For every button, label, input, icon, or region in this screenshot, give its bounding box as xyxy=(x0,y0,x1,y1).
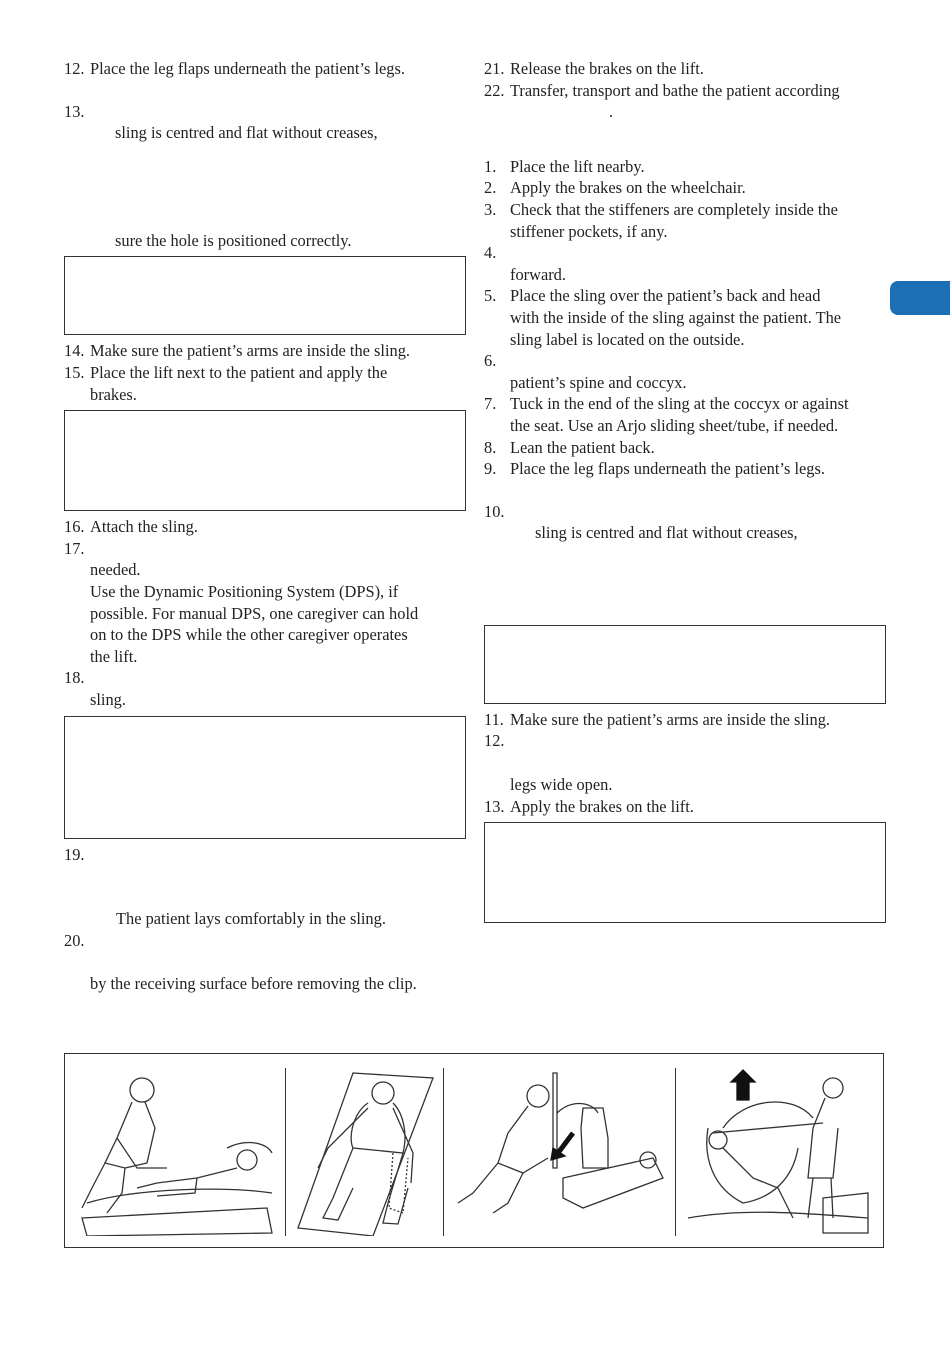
step-number: 12. xyxy=(484,731,505,751)
step-number: 22. xyxy=(484,80,505,100)
step-text: Attach the sling. xyxy=(90,517,198,537)
wheelchair-step-2 xyxy=(484,177,886,199)
step-number: 19. xyxy=(64,844,85,864)
step-text: sling is centred and flat without creases, xyxy=(115,123,378,143)
step-text: sling. xyxy=(90,689,126,709)
illustration-strip xyxy=(64,1053,884,1248)
step-number: 2. xyxy=(484,178,497,198)
step-text: Use the Dynamic Positioning System (DPS), if xyxy=(90,581,399,601)
wheelchair-step-9 xyxy=(484,458,886,480)
note-box xyxy=(64,716,466,839)
step-number: 5. xyxy=(484,286,497,306)
note-box xyxy=(484,625,886,704)
step-16 xyxy=(64,516,466,538)
step-14 xyxy=(64,340,466,362)
step-number: 6. xyxy=(484,351,497,371)
step-text: Release the brakes on the lift. xyxy=(510,59,704,78)
panel-divider xyxy=(285,1068,286,1236)
step-13 xyxy=(64,101,466,123)
wheelchair-step-4 xyxy=(484,242,886,264)
step-number: 11. xyxy=(484,709,504,729)
step-text: Check that the stiffeners are completely inside the xyxy=(510,199,838,219)
caregiver-positioning-sling-illustration xyxy=(77,1068,277,1236)
step-number: 18. xyxy=(64,668,85,688)
step-text: with the inside of the sling against the patient. The xyxy=(510,307,842,327)
step-number: 9. xyxy=(484,459,497,479)
step-text: sure the hole is positioned correctly. xyxy=(115,230,352,250)
step-text: brakes. xyxy=(90,384,137,404)
right-column xyxy=(484,58,886,923)
step-number: 13. xyxy=(64,101,85,121)
step-number: 3. xyxy=(484,199,497,219)
step-text: by the receiving surface before removing the clip. xyxy=(90,974,417,994)
step-number: 20. xyxy=(64,930,85,950)
step-number: 8. xyxy=(484,437,497,457)
step-text: sling label is located on the outside. xyxy=(510,329,745,349)
wheelchair-step-13 xyxy=(484,796,886,818)
step-text: The patient lays comfortably in the sling. xyxy=(116,909,386,929)
panel-divider xyxy=(443,1068,444,1236)
step-text: Make sure the patient’s arms are inside the sling. xyxy=(90,341,410,361)
step-text: needed. xyxy=(90,560,141,580)
step-text: Make sure the patient’s arms are inside the sling. xyxy=(510,709,830,729)
step-text: Place the leg flaps underneath the patient’s legs. xyxy=(510,459,825,479)
note-box xyxy=(64,256,466,335)
step-text: legs wide open. xyxy=(510,775,613,795)
step-number: 10. xyxy=(484,501,505,521)
step-20 xyxy=(64,930,466,952)
step-text: Transfer, transport and bathe the patient according xyxy=(510,80,840,100)
step-number: 4. xyxy=(484,243,497,263)
step-number: 17. xyxy=(64,538,85,558)
step-text: Place the lift next to the patient and apply the xyxy=(90,362,388,382)
step-22 xyxy=(484,80,886,102)
step-number: 21. xyxy=(484,59,505,78)
step-text: patient’s spine and coccyx. xyxy=(510,372,687,392)
step-text: . xyxy=(609,102,614,122)
patient-lying-on-sling-illustration xyxy=(293,1068,441,1236)
step-number: 16. xyxy=(64,517,85,537)
step-19 xyxy=(64,844,466,866)
wheelchair-step-1 xyxy=(484,156,886,178)
step-number: 12. xyxy=(64,59,85,78)
wheelchair-step-10 xyxy=(484,501,886,523)
lifting-patient-illustration xyxy=(683,1068,873,1236)
step-number: 13. xyxy=(484,796,505,816)
step-text: Tuck in the end of the sling at the coccyx or against xyxy=(510,394,849,414)
wheelchair-step-7 xyxy=(484,393,886,415)
step-12 xyxy=(64,58,466,80)
step-text: forward. xyxy=(510,264,566,284)
step-text: Place the sling over the patient’s back and head xyxy=(510,286,821,306)
left-column xyxy=(64,58,466,995)
step-number: 7. xyxy=(484,394,497,414)
step-text: the seat. Use an Arjo sliding sheet/tube, if needed. xyxy=(510,415,839,435)
step-number: 15. xyxy=(64,362,85,382)
note-box xyxy=(484,822,886,923)
step-text: Apply the brakes on the lift. xyxy=(510,796,694,816)
step-number: 1. xyxy=(484,156,497,176)
step-text: Apply the brakes on the wheelchair. xyxy=(510,178,746,198)
step-17 xyxy=(64,538,466,560)
wheelchair-step-6 xyxy=(484,350,886,372)
step-text: possible. For manual DPS, one caregiver can hold xyxy=(90,603,419,623)
step-text: Place the leg flaps underneath the patient’s legs. xyxy=(90,59,405,78)
step-15 xyxy=(64,362,466,384)
wheelchair-step-8 xyxy=(484,437,886,459)
step-text: Place the lift nearby. xyxy=(510,156,645,176)
step-text: the lift. xyxy=(90,646,138,666)
note-box xyxy=(64,410,466,511)
wheelchair-step-12 xyxy=(484,730,886,752)
step-18 xyxy=(64,667,466,689)
step-21 xyxy=(484,58,886,80)
wheelchair-step-3 xyxy=(484,199,886,221)
step-text: Lean the patient back. xyxy=(510,437,655,457)
step-number: 14. xyxy=(64,341,85,361)
step-text: stiffener pockets, if any. xyxy=(510,221,668,241)
chapter-tab xyxy=(890,281,950,315)
wheelchair-step-11 xyxy=(484,709,886,731)
step-text: on to the DPS while the other caregiver operates xyxy=(90,625,408,645)
step-text: sling is centred and flat without creases, xyxy=(535,523,798,543)
wheelchair-step-5 xyxy=(484,285,886,307)
panel-divider xyxy=(675,1068,676,1236)
attaching-sling-to-lift-illustration xyxy=(453,1068,675,1236)
